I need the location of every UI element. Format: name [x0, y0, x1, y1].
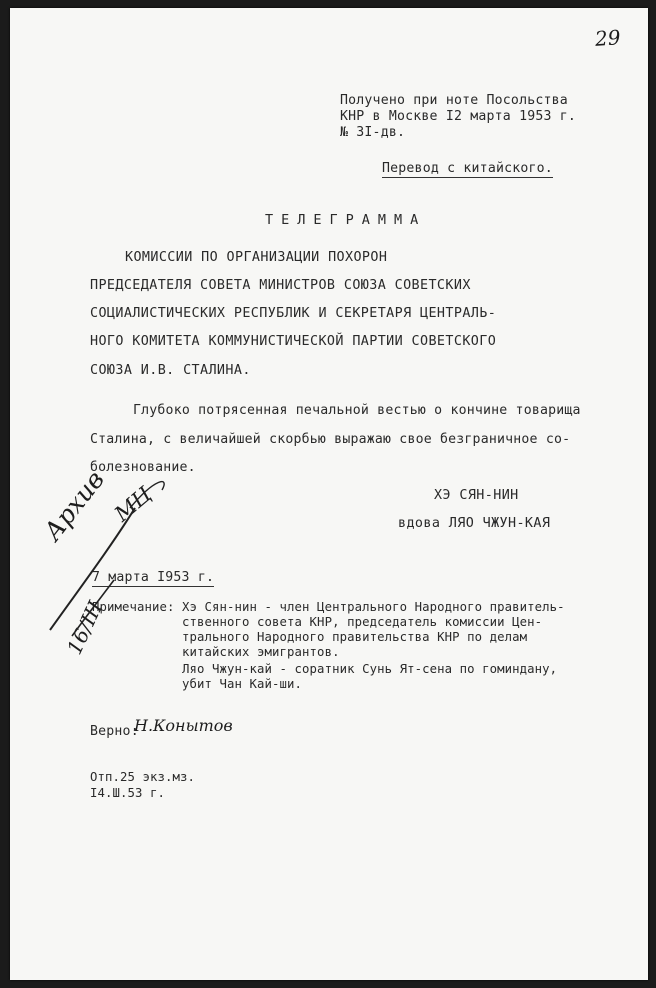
addressee-line: ПРЕДСЕДАТЕЛЯ СОВЕТА МИНИСТРОВ СОЮЗА СОВЕТСКИХ: [90, 278, 471, 293]
pen-strokes: [10, 8, 648, 980]
document-page: [10, 8, 648, 980]
translation-note: Перевод с китайского.: [382, 161, 553, 176]
note-label: Примечание:: [92, 600, 175, 614]
addressee-line: СОЮЗА И.В. СТАЛИНА.: [90, 363, 251, 378]
body-line: болезнование.: [90, 460, 196, 475]
verified-signature: Н.Конытов: [134, 716, 233, 735]
note-line: Хэ Сян-нин - член Центрального Народного правитель-: [182, 600, 565, 614]
telegram-date: 7 марта I953 г.: [92, 570, 215, 585]
note-line: Ляо Чжун-кай - соратник Сунь Ят-сена по гоминдану,: [182, 662, 558, 676]
signature-name-2: вдова ЛЯО ЧЖУН-КАЯ: [398, 516, 551, 531]
document-title: ТЕЛЕГРАММА: [265, 212, 427, 228]
page-number: 29: [594, 25, 622, 51]
received-line-2: КНР в Москве I2 марта 1953 г.: [340, 109, 577, 124]
handwritten-archive-note: Архив: [38, 465, 110, 546]
received-line-3: № 3I-дв.: [340, 125, 406, 140]
footer-date: I4.Ш.53 г.: [90, 786, 166, 800]
note-line: убит Чан Кай-ши.: [182, 677, 303, 691]
verified-label: Верно:: [90, 724, 139, 739]
addressee-line: НОГО КОМИТЕТА КОММУНИСТИЧЕСКОЙ ПАРТИИ СОВЕТСКОГО: [90, 334, 497, 349]
note-line: трального Народного правительства КНР по делам: [182, 630, 528, 644]
pen-stroke-flourish: [130, 482, 164, 508]
signature-name-1: ХЭ СЯН-НИН: [434, 488, 519, 503]
copies-line: Отп.25 экз.мз.: [90, 770, 196, 784]
note-line: ственного совета КНР, председатель комиссии Цен-: [182, 615, 543, 629]
body-line: Глубоко потрясенная печальной вестью о кончине товарища: [133, 403, 581, 418]
handwritten-initials: МЦ: [110, 482, 156, 527]
pen-stroke-short: [72, 580, 114, 636]
handwritten-date-mark: 16/III: [62, 597, 108, 659]
received-line-1: Получено при ноте Посольства: [340, 93, 568, 108]
body-line: Сталина, с величайшей скорбью выражаю свое безграничное со-: [90, 432, 571, 447]
pen-stroke-diagonal: [50, 508, 135, 630]
addressee-line: СОЦИАЛИСТИЧЕСКИХ РЕСПУБЛИК И СЕКРЕТАРЯ ЦЕНТРАЛЬ-: [90, 306, 497, 321]
addressee-line: КОМИССИИ ПО ОРГАНИЗАЦИИ ПОХОРОН: [125, 250, 388, 265]
note-line: китайских эмигрантов.: [182, 645, 340, 659]
